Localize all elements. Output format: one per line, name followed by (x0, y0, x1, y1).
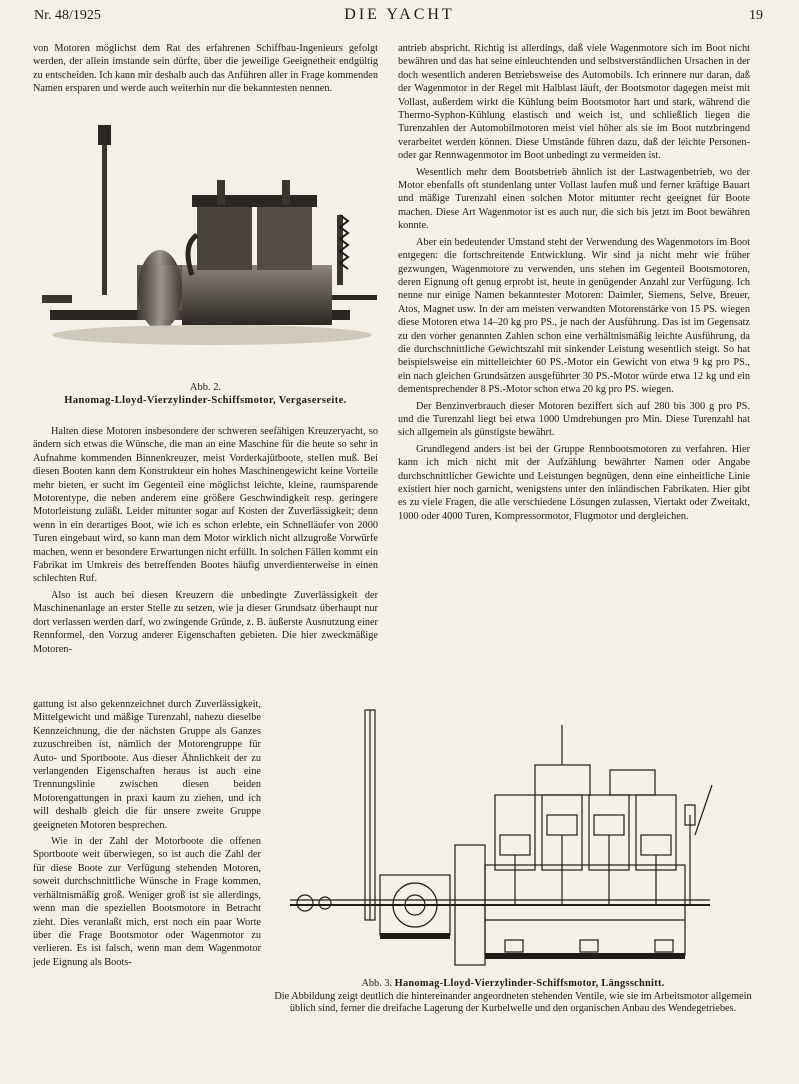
paragraph: von Motoren möglichst dem Rat des erfahrenen Schiffbau-Ingenieurs gefolgt werden, der allein imstande sein dürfte, über die jeweilige Geeignetheit endgültig zu entscheiden. Ich kann mir deshalb auch das Anführen aller in Frage kommenden Namen ersparen und werde auch weiterhin nur die bekanntesten nennen. (33, 43, 378, 95)
figure-3-description: Die Abbildung zeigt deutlich die hintereinander angeordneten stehenden Ventile, wie sie im Arbeitsmotor allgemein üblich sind, ferner die dreifache Lagerung der Kurbelwelle und den organischen Anbau des Wendegetriebes. (274, 990, 752, 1014)
paragraph: gattung ist also gekennzeichnet durch Zuverlässigkeit, Mittelgewicht und mäßige Turenzahl, nahezu dieselbe Kennzeichnung, die der nächsten Gruppe als Ganzes zuzuschreiben ist, nämlich der Motorengruppe für Auto- und Sportboote. Aus dieser Ähnlichkeit der zu verlangenden Eigenschaften heraus ist auch eine Trennungslinie zwischen diesen beiden Motorengattungen in praxi kaum zu ziehen, und ich will deshalb gleich die für unsere zweite Gruppe geeigneten Motoren besprechen. (33, 699, 261, 831)
engine-section-figure (280, 705, 720, 985)
paragraph: Also ist auch bei diesen Kreuzern die unbedingte Zuverlässigkeit der Maschinenanlage an erster Stelle zu setzen, wie ja dieser Grundsatz überhaupt nur dort verlassen werden darf, wo zwingende Gründe, z. B. äußerste Ausnutzung einer Rennformel, den Vorzug anderer Eigenschaften gebieten. Die hier zweckmäßige Motoren- (33, 589, 378, 655)
paragraph: Wie in der Zahl der Motorboote die offenen Sportboote weit überwiegen, so ist auch die Zahl der für diese Boote zur Verfügung stehenden Motoren, soweit durchschnittliche Wünsche in Frage kommen, verhältnismäßig groß. Weniger groß ist sie allerdings, wenn man die speziellen Bootsmotore in Betracht zieht. Dies veranlaßt mich, erst noch ein paar Worte über die Frage Bootsmotor oder Wagenmotor zu verlieren. Es ist falsch, wenn man dem Wagenmotor jede Eignung als Boots- (33, 836, 261, 968)
paragraph: Aber ein bedeutender Umstand steht der Verwendung des Wagenmotors im Boot entgegen: die fortschreitende Entwicklung. Wir sind ja nicht mehr wie früher gezwungen, Wagenmotore zu verwenden, uns stehen im Gegenteil Bootsmotoren, deren Eignung oft genug erprobt ist, heute in genügender Anzahl zur Verfügung. Ich nenne nur einige Namen bekanntester Motoren: Daimler, Siemens, Selve, Breuer, Atos, Magnet usw. In der am meisten verwandten Motorenstärke von 15 PS. wiegen diese Motoren etwa 14–20 kg pro PS., je nach der Ausführung. Das ist im Gegensatz zu den vorher genannten Zahlen schon eine verhältnismäßig leichte Ausführung, da die durchschnittliche Gewichtszahl mit sinkender Leistung wesentlich steigt. So hat beispielsweise ein mittelleichter 60 PS.-Motor ein Gewicht von etwa 9 kg pro PS., ein nach gleichen Grundsätzen ausgeführter 30 PS.-Motor würde etwa 12 kg und ein dementsprechender 8 PS.-Motor schon etwa 20 kg pro PS. wiegen. (398, 236, 750, 396)
issue-number: Nr. 48/1925 (34, 8, 101, 23)
figure-3-heading (268, 978, 758, 991)
paragraph: Grundlegend anders ist bei der Gruppe Rennbootsmotoren zu verfahren. Hier kann ich mich nicht mit der Aufzählung bewährter Namen oder Angabe durchschnittlicher Gewichte und Leistungen begnügen, denn eine einheitliche Linie existiert hier noch garnicht, wenigstens unter den inländischen Fabrikaten. Hier gibt es zu viele Fragen, die alle verschiedene Lösungen zulassen, Viertakt oder Zweitakt, 1000 oder 4000 Turen, Kompressormotor, Flugmotor und dergleichen. (398, 443, 750, 522)
paragraph: Wesentlich mehr dem Bootsbetrieb ähnlich ist der Lastwagenbetrieb, wo der Motor ebenfalls oft stundenlang unter Vollast laufen muß und ferner kräftige Bauart und mäßige Turenzahl einen solchen Motor mitunter recht geeignet für Boote machen. Diese Art Wagenmotor ist es auch nur, die sich bis jetzt im Boot bewähren konnte. (398, 166, 750, 232)
figure-3-title: Hanomag-Lloyd-Vierzylinder-Schiffsmotor, Längsschnitt. (394, 978, 665, 989)
paragraph: Halten diese Motoren insbesondere der schweren seefähigen Kreuzeryacht, so ändern sich etwas die Wünsche, die man an eine Maschine für die heute so sehr in Aufnahme kommenden Binnenkreuzer, meist Vorderkajütboote, stellen muß. Bei diesen Booten kann dem Konstrukteur ein hohes Maschinengewicht keine Vorteile mehr bieten, er sucht im Gegenteil eine möglichst leichte, kleine, raumsparende Motorentype, die neben anderem eine größere Geschwindigkeit resp. geringere Motorleistung zuläßt. Leider mitunter sogar auf Kosten der Zuverlässigkeit; denn wenn in ein derartiges Boot, wie ich es schon erlebte, ein Schnelläufer von 2000 Turen eingebaut wird, so kann man dem Motor wirklich nicht allzugroße Vorwürfe machen, wenn er besondere Erwartungen nicht erfüllt. In solchen Fällen kommt ein Fabrikat im Umkreis des betreffenden Bootes häufig unverdienterweise in einen schlechten Ruf. (33, 426, 378, 585)
figure-2-caption (33, 381, 378, 407)
figure-2-number: Abb. 2. (189, 382, 222, 393)
engine-section-illustration (280, 705, 720, 975)
left-column-top (33, 42, 378, 99)
engine-photo-figure (42, 125, 382, 375)
page-header (28, 6, 771, 28)
engine-photo-illustration (42, 125, 382, 375)
left-column-body (33, 425, 378, 659)
paragraph: antrieb abspricht. Richtig ist allerdings, daß viele Wagenmotore sich im Boot nicht bewähren und das hat seine einleuchtenden und selbstverständlichen Ursachen in der doch wesentlich anderen Betriebsweise des Automobils. Ich erinnere nur daran, daß der Wagenmotor in der Regel mit Halblast läuft, der Bootsmotor dagegen meist mit Vollast, außerdem wirkt die Kühlung beim Bootsmotor hart und stark, während die Thermo-Syphon-Kühlung elastisch und weich ist, und schließlich liegen die Turenzahlen der Automobilmotoren meist viel höher als sie im Boot nutzbringend verarbeitet werden können. Diese Umstände führen dazu, daß der leichte Personen- oder gar Rennwagenmotor im Boot unbedingt zu vermeiden ist. (398, 43, 750, 162)
figure-3-number: Abb. 3. (361, 978, 393, 989)
figure-2-title: Hanomag-Lloyd-Vierzylinder-Schiffsmotor, Vergaserseite. (64, 395, 347, 406)
left-column-narrow (33, 698, 261, 972)
right-column (398, 42, 750, 526)
paragraph: Der Benzinverbrauch dieser Motoren beziffert sich auf 280 bis 300 g pro PS. und die Turenzahl liegt bei etwa 1000 Umdrehungen pro Min. Diese Turenzahl hat sich allgemein als günstigste bewährt. (398, 400, 750, 439)
figure-3-caption (268, 978, 758, 1016)
magazine-title: DIE YACHT (344, 6, 455, 23)
page-number: 19 (749, 8, 763, 23)
